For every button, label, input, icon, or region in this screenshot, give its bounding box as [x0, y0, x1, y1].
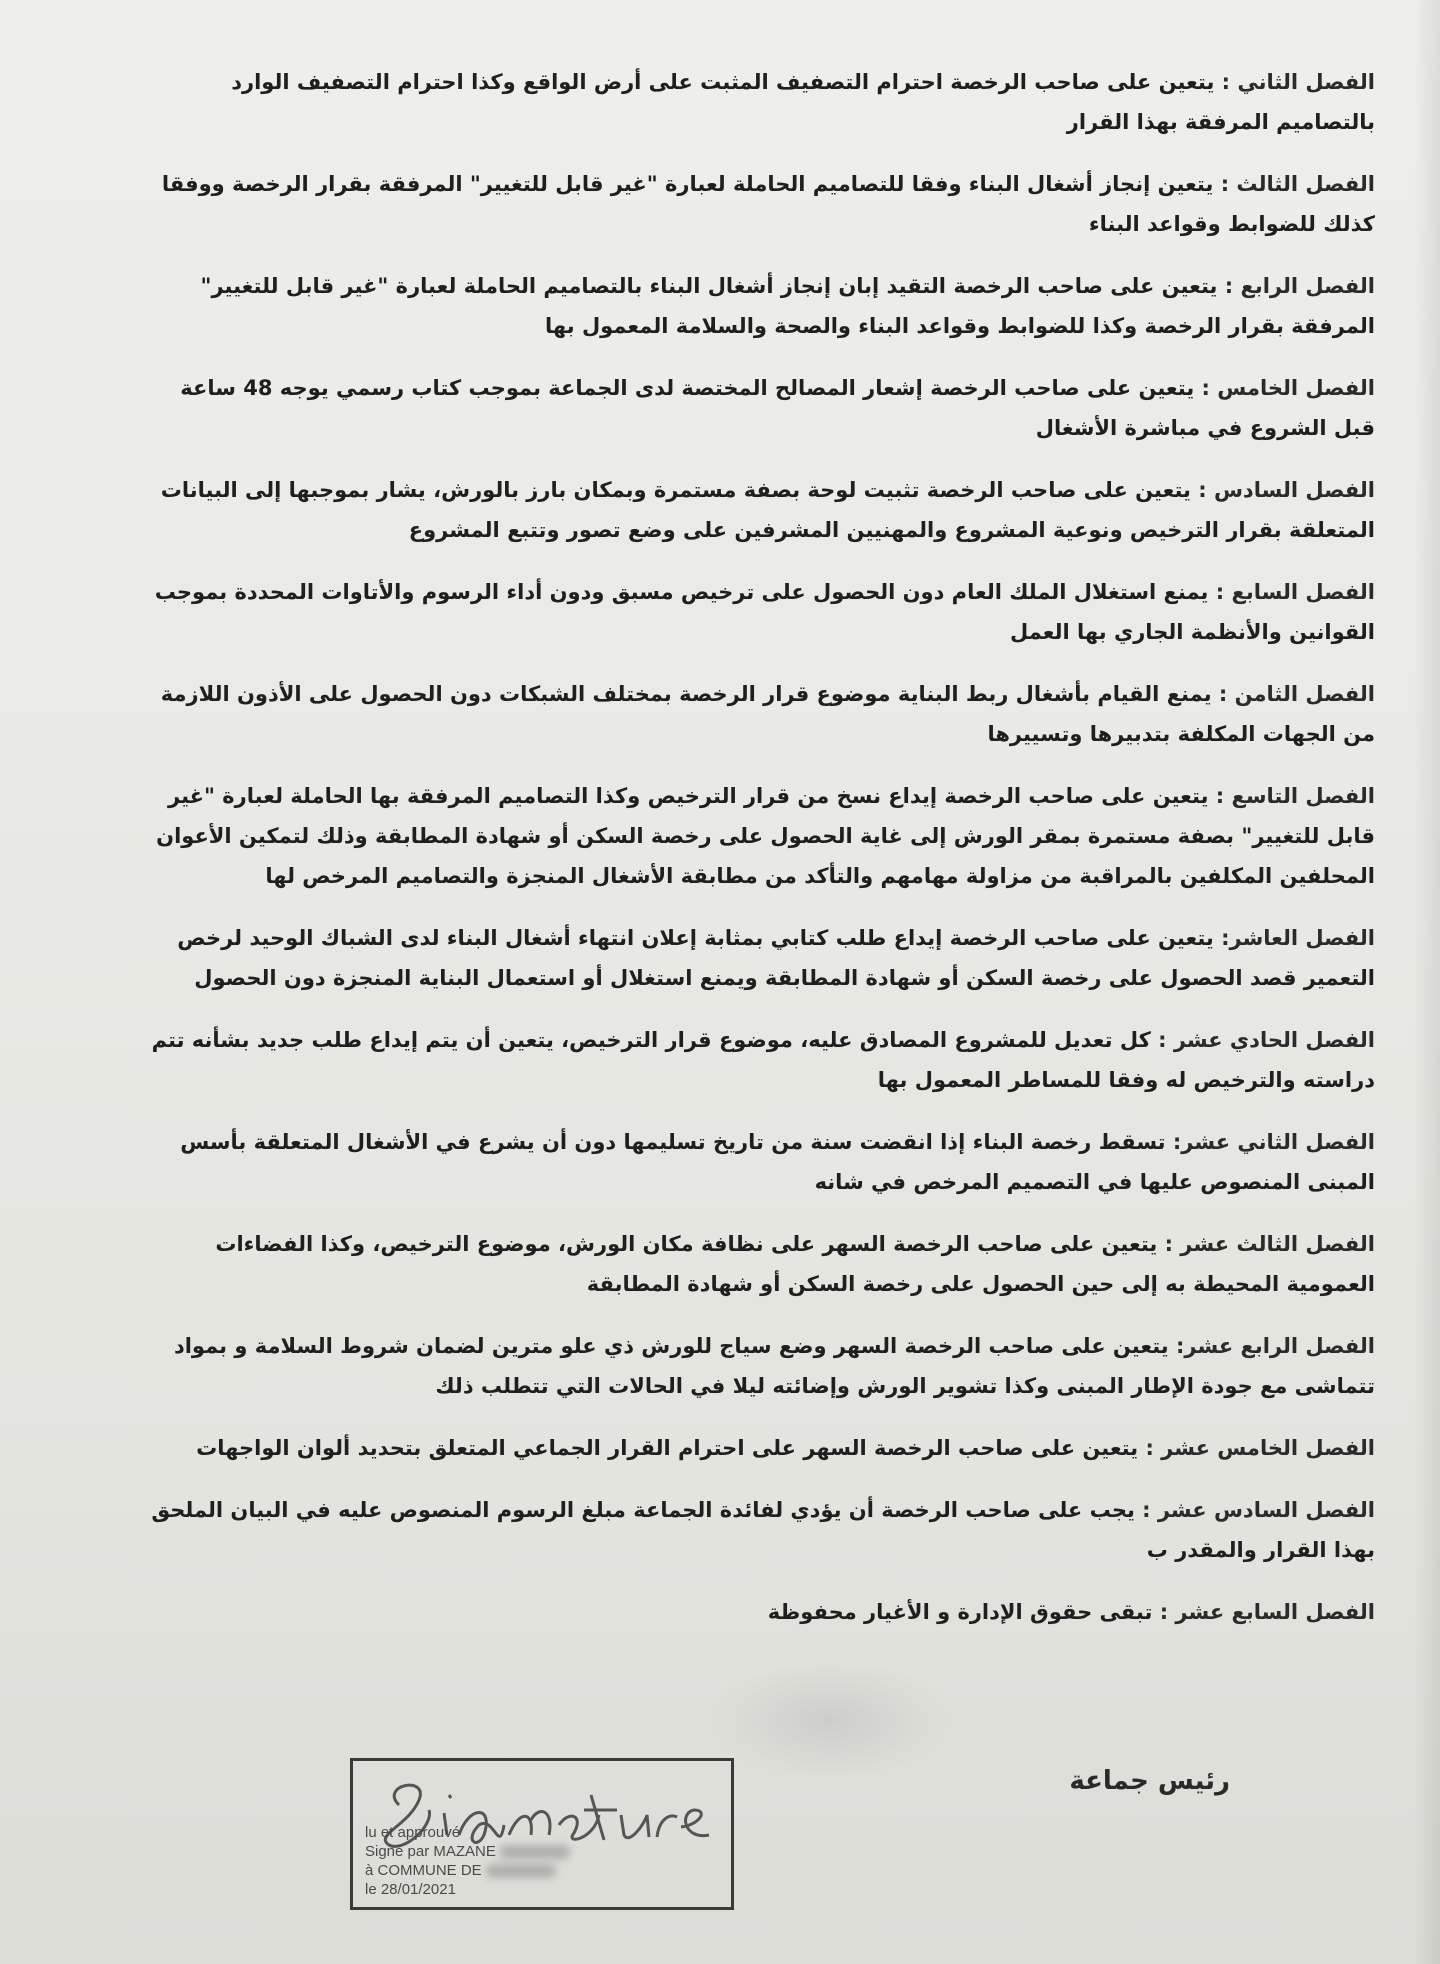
article-heading: الفصل الثالث عشر : [1164, 1232, 1375, 1256]
article-paragraph [150, 470, 1375, 550]
article-paragraph [150, 1326, 1375, 1406]
article-heading: الفصل السادس : [1198, 478, 1375, 502]
article-paragraph [150, 1224, 1375, 1304]
article-text: يجب على صاحب الرخصة أن يؤدي لفائدة الجماعة مبلغ الرسوم المنصوص عليه في البيان الملحق بهذا القرار والمقدر ب [151, 1498, 1375, 1562]
article-heading: الفصل الثامن : [1218, 682, 1375, 706]
article-text: كل تعديل للمشروع المصادق عليه، موضوع قرار الترخيص، يتعين أن يتم إيداع طلب جديد بشأنه تتم دراسته والترخيص له وفقا للمساطر المعمول بها [151, 1028, 1375, 1092]
redaction-blur [500, 1845, 570, 1859]
article-paragraph [150, 1122, 1375, 1202]
article-paragraph [150, 918, 1375, 998]
article-text: يتعين على صاحب الرخصة تثبيت لوحة بصفة مستمرة وبمكان بارز بالورش، يشار بموجبها إلى البيانات المتعلقة بقرار الترخيص ونوعية المشروع والمهنيين المشرفين على وضع تصور وتتبع المشروع [160, 478, 1375, 542]
article-paragraph [150, 674, 1375, 754]
article-heading: الفصل الرابع : [1224, 274, 1375, 298]
article-heading: الفصل الثالث : [1220, 172, 1375, 196]
article-heading: الفصل الخامس عشر : [1145, 1436, 1375, 1460]
article-heading: الفصل الثاني عشر: [1172, 1130, 1375, 1154]
stamp-line-signed-by-text: Signé par MAZANE [365, 1843, 496, 1860]
article-paragraph [150, 1490, 1375, 1570]
article-text: يتعين إنجاز أشغال البناء وفقا للتصاميم الحاملة لعبارة "غير قابل للتغيير" المرفقة بقرار الرخصة ووفقا كذلك للضوابط وقواعد البناء [161, 172, 1375, 236]
article-text: تسقط رخصة البناء إذا انقضت سنة من تاريخ تسليمها دون أن يشرع في الأشغال المتعلقة بأسس المبنى المنصوص عليها في التصميم المرخص في شانه [180, 1130, 1375, 1194]
article-text: تبقى حقوق الإدارة و الأغيار محفوظة [767, 1600, 1153, 1624]
redaction-blur [486, 1864, 556, 1878]
stamp-line-approved: lu et approuvé [365, 1824, 461, 1841]
stamp-line-signed-by [365, 1842, 725, 1861]
stamp-line-commune [365, 1861, 725, 1880]
article-paragraph [150, 1592, 1375, 1632]
article-heading: الفصل السابع عشر : [1159, 1600, 1375, 1624]
article-paragraph [150, 368, 1375, 448]
article-text: يتعين على صاحب الرخصة السهر على نظافة مكان الورش، موضوع الترخيص، وكذا الفضاءات العمومية المحيطة به إلى حين الحصول على رخصة السكن أو شهادة المطابقة [215, 1232, 1375, 1296]
article-paragraph [150, 1020, 1375, 1100]
article-heading: الفصل السابع : [1215, 580, 1375, 604]
stamp-text [365, 1823, 725, 1899]
article-text: يتعين على صاحب الرخصة إيداع طلب كتابي بمثابة إعلان انتهاء أشغال البناء لدى الشباك الوحيد لرخص التعمير قصد الحصول على رخصة السكن أو شهادة المطابقة ويمنع استغلال أو استعمال البناية المنجزة دون الحصول [177, 926, 1375, 990]
article-heading: الفصل الخامس : [1201, 376, 1375, 400]
page-edge-shadow [1414, 0, 1440, 1964]
article-heading: الفصل الثاني : [1221, 70, 1375, 94]
stamp-line-commune-text: à COMMUNE DE [365, 1862, 482, 1879]
article-text: يتعين على صاحب الرخصة احترام التصفيف المثبت على أرض الواقع وكذا احترام التصفيف الوارد بالتصاميم المرفقة بهذا القرار [231, 70, 1375, 134]
article-text: يتعين على صاحب الرخصة السهر وضع سياج للورش ذي علو مترين لضمان شروط السلامة و بمواد تتماشى مع جودة الإطار المبنى وكذا تشوير الورش وإضائته ليلا في الحالات التي تتطلب ذلك [173, 1334, 1375, 1398]
article-heading: الفصل التاسع : [1215, 784, 1375, 808]
article-text: يتعين على صاحب الرخصة التقيد إبان إنجاز أشغال البناء بالتصاميم الحاملة لعبارة "غير قابل للتغيير" المرفقة بقرار الرخصة وكذا للضوابط وقواعد البناء والصحة والسلامة المعمول بها [200, 274, 1375, 338]
article-heading: الفصل الحادي عشر : [1158, 1028, 1375, 1052]
scan-smudge [700, 1660, 960, 1780]
article-paragraph [150, 62, 1375, 142]
article-paragraph [150, 266, 1375, 346]
approval-stamp [350, 1758, 734, 1910]
signatory-title: رئيس جماعة [1069, 1766, 1230, 1796]
article-text: يتعين على صاحب الرخصة إشعار المصالح المختصة لدى الجماعة بموجب كتاب رسمي يوجه 48 ساعة قبل الشروع في مباشرة الأشغال [180, 376, 1375, 440]
article-heading: الفصل العاشر: [1221, 926, 1375, 950]
stamp-line-date: le 28/01/2021 [365, 1881, 456, 1898]
article-paragraph [150, 164, 1375, 244]
article-text: يتعين على صاحب الرخصة إيداع نسخ من قرار الترخيص وكذا التصاميم المرفقة بها الحاملة لعبارة "غير قابل للتغيير" بصفة مستمرة بمقر الورش إلى غاية الحصول على رخصة السكن أو شهادة المطابقة وذلك لتمكين الأعوان المحلفين المكلفين بالمراقبة من مزاولة مهامهم والتأكد من مطابقة الأشغال المنجزة والتصاميم المرخص لها [156, 784, 1375, 888]
article-text: يمنع القيام بأشغال ربط البناية موضوع قرار الرخصة بمختلف الشبكات دون الحصول على الأذون اللازمة من الجهات المكلفة بتدبيرها وتسييرها [160, 682, 1375, 746]
article-heading: الفصل السادس عشر : [1142, 1498, 1375, 1522]
article-paragraph [150, 776, 1375, 896]
article-paragraph [150, 1428, 1375, 1468]
article-text: يتعين على صاحب الرخصة السهر على احترام القرار الجماعي المتعلق بتحديد ألوان الواجهات [196, 1436, 1139, 1460]
articles-list [150, 62, 1375, 1654]
article-heading: الفصل الرابع عشر: [1175, 1334, 1375, 1358]
article-paragraph [150, 572, 1375, 652]
article-text: يمنع استغلال الملك العام دون الحصول على ترخيص مسبق ودون أداء الرسوم والأتاوات المحددة بموجب القوانين والأنظمة الجاري بها العمل [154, 580, 1375, 644]
